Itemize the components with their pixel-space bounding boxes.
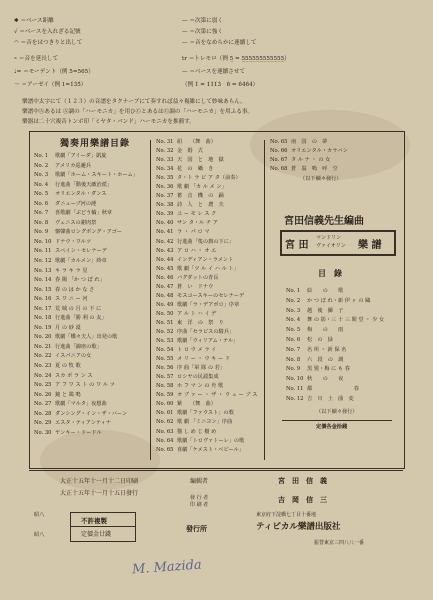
item-title: バグダットの青長: [177, 274, 219, 281]
item-title: 序 曲「軍 隊 の 若」: [177, 365, 226, 372]
handwritten-signature: M. Mazida: [131, 557, 203, 578]
item-number: No. 5: [286, 327, 301, 334]
item-number: No. 65: [156, 446, 174, 453]
item-title: 歌 劇 「ミニヨン」序曲: [177, 419, 233, 426]
miyata-list: [286, 287, 384, 405]
issuer-name: 吉 岡 信 三: [278, 495, 327, 504]
catalog-item: [34, 190, 138, 200]
issuer-label: 發 行 者 印 刷 者: [190, 495, 209, 508]
item-number: No. 29: [34, 420, 52, 427]
catalog-item: [286, 326, 384, 336]
item-number: No. 31: [156, 139, 174, 145]
item-number: No. 24: [34, 372, 52, 379]
item-title: 絵 の 歌: [307, 288, 344, 294]
item-title: 南 国 の 夢: [291, 139, 328, 145]
item-number: No. 57: [156, 374, 174, 381]
catalog-item: [270, 156, 348, 165]
catalog-item: [156, 256, 257, 265]
item-title: モスコースキーのセレナーデ: [177, 292, 245, 299]
catalog-item: [156, 201, 257, 210]
catalog-item: [156, 337, 257, 346]
editor-name: 宮 田 信 義: [278, 476, 327, 485]
catalog-item: [286, 356, 384, 366]
item-number: No. 52: [156, 328, 174, 335]
item-number: No. 1: [286, 288, 301, 294]
catalog-item: [34, 238, 138, 248]
catalog-item: [34, 381, 138, 391]
colophon-rule: [29, 470, 403, 471]
item-title: サン タ・ル チ ア: [177, 220, 218, 227]
catalog-item: [270, 138, 348, 147]
publisher-address: 東京府下淀橋七丁目十番地: [256, 512, 317, 518]
catalog-item: [156, 274, 257, 283]
item-number: No. 2: [34, 162, 49, 169]
legend-item: 𝄐 ＝音を延長して: [14, 56, 59, 62]
miyata-list-title: 目 錄: [318, 268, 342, 278]
copyright-box: [70, 512, 136, 542]
item-title: ドナウ・ワルツ: [55, 238, 92, 245]
item-number: No. 8: [286, 356, 301, 363]
catalog-item: [34, 152, 138, 162]
miyata-label-small-1: マンドリン: [316, 235, 342, 241]
catalog-item: [34, 267, 138, 277]
item-title: ア ル ト ハ イ デ: [177, 310, 217, 317]
catalog-item: [34, 228, 138, 238]
catalog-item: [156, 446, 257, 455]
item-title: インディアン・ラメント: [177, 256, 234, 263]
item-number: No. 67: [270, 157, 288, 164]
item-title: 喜劇「ケメスト・ベビール」: [177, 446, 244, 453]
item-title: 歌劇「アイーダ」凱旋: [55, 153, 107, 159]
catalog-item: [34, 333, 138, 343]
catalog-item: [156, 210, 257, 219]
catalog-footer: （以下續々發行）: [300, 176, 342, 182]
item-number: No. 68: [270, 166, 288, 173]
miyata-label-box: [280, 230, 396, 256]
item-title: 蒼 翁 嗚 呼 空: [291, 166, 338, 173]
catalog-item: [270, 147, 348, 156]
item-title: 春 陽 「か つ ぽ れ」: [55, 277, 105, 284]
item-title: 行進曲「錦座の歌」: [55, 343, 102, 350]
item-number: No. 23: [34, 363, 52, 370]
item-title: 東 洋 の 祭 り: [177, 319, 224, 326]
catalog-item: [34, 276, 138, 286]
item-number: No. 62: [156, 419, 174, 426]
item-number: No. 36: [156, 184, 174, 191]
item-number: No. 20: [34, 334, 52, 341]
copyright-text: 不許複製: [81, 517, 107, 525]
publisher-phone: 振替東京三四八八一番: [314, 540, 365, 546]
catalog-item: [286, 336, 384, 346]
catalog-item: [270, 165, 348, 174]
legend-item: （例 1̇ = 1̇1̇1̇3̇ 6̇ = 6̇4̇6̇4̇）: [182, 82, 259, 88]
item-number: No. 44: [156, 256, 174, 263]
item-number: No. 55: [156, 356, 174, 363]
catalog-item: [156, 409, 257, 418]
item-title: ユ ー モ レ ス ク: [177, 211, 217, 218]
item-title: 行進曲「勝 利 の 友」: [55, 315, 107, 322]
item-number: No. 9: [286, 366, 301, 373]
legend-item: — ＝次第に強く: [182, 29, 223, 35]
catalog-item: [156, 292, 257, 301]
catalog-item: [34, 295, 138, 305]
catalog-column-1: [34, 152, 138, 438]
item-number: No. 66: [270, 148, 288, 155]
item-number: No. 33: [156, 157, 174, 164]
item-title: 紐 （舞 曲）: [177, 139, 216, 145]
item-number: No. 30: [34, 429, 52, 436]
item-title: 歌劇「ファウスト」の歌: [177, 410, 234, 417]
item-title: ラ ・ パ ロ マ: [177, 229, 210, 236]
item-number: No. 28: [34, 410, 52, 417]
item-title: ス ワ ニ ー 河: [55, 296, 88, 303]
item-number: No. 42: [156, 238, 174, 245]
legend-item: √ ＝ベースを入れざる記號: [14, 29, 81, 35]
item-number: No. 25: [34, 382, 52, 389]
item-number: No. 60: [156, 401, 174, 408]
item-title: か つ ぼ れ・新 伊 ヶ の 鷗: [307, 297, 371, 304]
item-title: 歌劇「マルタ」夜想曲: [55, 401, 107, 408]
legend-item: ◠ ＝音をはつきりと出して: [14, 40, 83, 46]
side-mark: 昭八: [34, 512, 45, 518]
catalog-item: [156, 192, 257, 201]
item-number: No. 17: [34, 305, 52, 312]
catalog-item: [34, 343, 138, 353]
catalog-item: [34, 419, 138, 429]
item-title: キ ラ キ ラ 星: [55, 267, 88, 274]
catalog-item: [34, 219, 138, 229]
item-number: No. 34: [156, 166, 174, 173]
item-title: ロシヤの民謡集成: [177, 374, 219, 381]
catalog-item: [286, 375, 384, 385]
catalog-item: [34, 362, 138, 372]
item-number: No. 56: [156, 365, 174, 372]
item-title: オリエンタル・カラバン: [291, 148, 348, 155]
catalog-item: [34, 400, 138, 410]
catalog-item: [156, 165, 257, 174]
catalog-item: [156, 301, 257, 310]
item-number: No. 59: [156, 392, 174, 399]
catalog-item: [156, 247, 257, 256]
catalog-item: [34, 305, 138, 315]
catalog-item: [34, 257, 138, 267]
item-number: No. 9: [34, 229, 49, 236]
item-title: 天 国 と 地 獄: [177, 157, 224, 164]
item-title: エスタ・ティアンティナ: [55, 420, 112, 427]
printed-date: 大正十五年十一月十二日印刷: [60, 478, 139, 485]
item-number: No. 13: [34, 267, 52, 274]
catalog-item: [286, 365, 384, 375]
item-title: ト ロ ウ メ ラ イ: [177, 347, 217, 354]
item-title: 蒼 い ドナウ: [177, 283, 214, 290]
item-number: No. 12: [34, 258, 52, 265]
item-title: 行進曲「動後天敵治派」: [55, 181, 113, 188]
divider: [71, 526, 135, 527]
item-title: 蓄 音 機 の 踊: [177, 193, 224, 200]
catalog-item: [156, 364, 257, 373]
catalog-item: [156, 355, 257, 364]
catalog-item: [34, 171, 138, 181]
item-number: No. 14: [34, 277, 52, 284]
item-title: タ・ト ラ ビ ア タ（前奏）: [177, 175, 241, 182]
item-number: No. 6: [34, 200, 49, 207]
catalog-item: [286, 307, 384, 317]
catalog-item: [156, 147, 257, 156]
catalog-item: [34, 410, 138, 420]
item-title: 詩 人 と 農 夫: [177, 202, 224, 209]
catalog-title: 獨奏用樂譜目錄: [60, 139, 131, 149]
item-number: No. 49: [156, 301, 174, 308]
item-number: No. 47: [156, 283, 174, 290]
miyata-heading: 宮田信義先生編曲: [284, 216, 364, 227]
catalog-item: [286, 395, 384, 405]
item-number: No. 32: [156, 148, 174, 155]
item-title: 舞 の 影・三 十 三 間 堂 ・ 少 女: [307, 317, 385, 324]
note-line: 樂器は二十穴複音トンボ印「ミヤタ・バンド」ハーモニカを推薦す。: [22, 119, 195, 125]
catalog-item: [156, 428, 257, 437]
item-title: 歌劇「トロヴァトーレ」の歌: [177, 437, 245, 444]
item-number: No. 16: [34, 296, 52, 303]
catalog-item: [34, 324, 138, 334]
item-number: No. 5: [34, 191, 49, 198]
catalog-item: [34, 209, 138, 219]
item-title: 荒 城 の 月 の 下 に: [55, 305, 102, 312]
catalog-item: [34, 247, 138, 257]
price-text: 定價金廿錢: [81, 531, 112, 538]
editor-label: 編輯者: [190, 478, 209, 485]
publisher-name: ティピカル樂譜出版社: [256, 522, 341, 532]
item-title: タ ル ナ ・ の 女: [291, 157, 331, 164]
item-title: 都 春: [307, 385, 359, 392]
item-number: No. 15: [34, 286, 52, 293]
item-title: 秋 の 夜: [307, 376, 344, 383]
item-title: アメリカ巡邏兵: [55, 162, 91, 169]
catalog-item: [34, 352, 138, 362]
item-title: 序曲「セラビスの騎兵」: [177, 328, 235, 335]
catalog-item: [34, 429, 138, 439]
catalog-item: [156, 373, 257, 382]
item-title: 月 の 砂 漠: [55, 324, 81, 331]
item-title: スペイン・セレナーデ: [55, 248, 107, 255]
item-number: No. 6: [286, 336, 301, 343]
item-title: 名 所 ・ 新 保 名: [307, 346, 347, 353]
catalog-item: [34, 314, 138, 324]
item-title: 紫 （舞 曲）: [177, 401, 216, 408]
item-number: No. 10: [286, 376, 304, 383]
note-line: 樂譜中Ⓐあるは Ⓐ調の「ハーモニカ」を用ひⒸとあるはⒸ調の「ハーモニカ」を用ふる事。: [22, 109, 254, 115]
catalog-column-2: [156, 138, 257, 455]
item-number: No. 39: [156, 211, 174, 218]
item-number: No. 38: [156, 202, 174, 209]
item-number: No. 19: [34, 324, 52, 331]
item-title: ダンシング・イン・ザ・バーン: [55, 410, 128, 417]
item-number: No. 7: [286, 346, 301, 353]
item-title: 行進曲「隻の旗の下に」: [177, 238, 235, 245]
catalog-item: [34, 286, 138, 296]
issued-date: 大正十五年十一月十五日發行: [60, 490, 139, 497]
item-title: 春 の は か な さ: [55, 286, 95, 293]
item-title: 歌劇「ラ・デアポロ」序章: [177, 301, 240, 308]
item-number: No. 46: [156, 274, 174, 281]
item-title: 夏 の 牧 歌: [55, 363, 81, 370]
miyata-label-right: 樂 譜: [358, 240, 382, 251]
catalog-item: [156, 418, 257, 427]
catalog-item: [34, 391, 138, 401]
item-number: No. 27: [34, 401, 52, 408]
note-line: 樂譜中太字にて（１２３）の音譜をタクナーブにて奏すれば益々複雑にして妙味あらん。: [22, 99, 246, 105]
item-title: 金 婚 式: [177, 148, 203, 155]
catalog-item: [156, 219, 257, 228]
item-number: No. 65: [270, 139, 288, 145]
miyata-footer: （以下續々發行）: [316, 409, 358, 415]
catalog-column-3: [270, 138, 348, 174]
column-divider: [150, 140, 151, 460]
item-title: イスパニアの女: [55, 353, 92, 360]
item-title: 歌劇「カルメン」終章: [55, 258, 107, 265]
item-number: No. 3: [286, 307, 301, 314]
item-number: No. 50: [156, 310, 174, 317]
item-title: 懐韓曲ロングボング・アゴー: [55, 229, 122, 236]
legend-item: — ＝ベースを連續させて: [182, 69, 246, 75]
catalog-item: [156, 319, 257, 328]
item-number: No. 10: [34, 238, 52, 245]
item-number: No. 61: [156, 410, 174, 417]
catalog-item: [156, 283, 257, 292]
item-number: No. 4: [286, 317, 301, 324]
item-number: No. 21: [34, 343, 52, 350]
miyata-label-small-2: ヴァイオリン: [316, 243, 346, 249]
catalog-item: [156, 138, 257, 147]
item-title: 越 後 獅 子: [307, 307, 344, 314]
catalog-item: [156, 346, 257, 355]
legend-item: — ＝次第に弱く: [182, 18, 223, 24]
item-title: 黒 髪・梅 に も 春: [307, 366, 350, 373]
item-title: メ リ ー ・ ウ キ ー ド: [177, 356, 231, 363]
item-title: 歌劇「ウィリアム・テル」: [177, 338, 239, 345]
item-title: ア ロ ハ ・ オ エ: [177, 247, 217, 254]
item-number: No. 26: [34, 391, 52, 398]
item-number: No. 45: [156, 265, 174, 272]
item-title: 歌 劇「ツ ル イ ハ ル ト」: [177, 265, 239, 272]
item-title: オ ブ ァ ー ・ ザ ・ ウ ェ ー ブ ス: [177, 392, 258, 399]
item-number: No. 54: [156, 347, 174, 354]
catalog-item: [286, 346, 384, 356]
item-number: No. 58: [156, 383, 174, 390]
item-title: 松 の 緑: [307, 336, 333, 343]
catalog-item: [34, 162, 138, 172]
catalog-item: [156, 391, 257, 400]
item-number: No. 41: [156, 229, 174, 236]
catalog-item: [286, 287, 384, 297]
catalog-item: [156, 382, 257, 391]
legend-item: 〜 ＝アーゼイ（例 1=1̇3̇5̇）: [14, 82, 87, 88]
item-title: オリエンタル・ダンス: [55, 191, 107, 198]
item-title: ヴェニスの謝肉祭: [55, 219, 97, 226]
item-number: No. 40: [156, 220, 174, 227]
legend-item: — ＝音をなめらかに連續して: [182, 40, 257, 46]
catalog-item: [156, 174, 257, 183]
item-title: 喜歌劇「ぶどう輪」秋章: [55, 210, 113, 217]
item-number: No. 22: [34, 353, 52, 360]
item-title: ヤンキー・ドードル: [55, 429, 102, 436]
item-number: No. 11: [286, 385, 304, 392]
miyata-sale: 定價各金拾錢: [316, 424, 348, 430]
miyata-label-left: 宮 田: [285, 240, 309, 251]
item-number: No. 11: [34, 248, 52, 255]
item-title: ホ フ マ ン の 舟 歌: [177, 383, 224, 390]
item-number: No. 7: [34, 210, 49, 217]
item-title: 猫 し め じ 樹 め: [177, 428, 217, 435]
item-title: スカ ボ ラ ン ス: [55, 372, 93, 379]
item-number: No. 12: [286, 395, 304, 402]
catalog-item: [156, 183, 257, 192]
catalog-item: [156, 265, 257, 274]
catalog-item: [156, 156, 257, 165]
item-title: 歌 劇 「カ ル メ ン」: [177, 184, 227, 191]
item-title: 歌劇「ホーム・スキート・ホーム」: [55, 172, 139, 179]
item-number: No. 3: [34, 172, 49, 179]
catalog-item: [156, 400, 257, 409]
item-number: No. 63: [156, 428, 174, 435]
item-number: No. 4: [34, 181, 49, 188]
item-number: No. 53: [156, 338, 174, 345]
catalog-item: [286, 316, 384, 326]
item-title: ダニューブ河の漣: [55, 200, 97, 207]
catalog-item: [156, 328, 257, 337]
legend-item: ♩= ＝モーデント（例 5=565）: [14, 69, 94, 75]
catalog-item: [156, 310, 257, 319]
catalog-item: [156, 238, 257, 247]
side-mark: 昭八: [34, 532, 45, 538]
item-number: No. 8: [34, 219, 49, 226]
item-number: No. 48: [156, 292, 174, 299]
catalog-item: [286, 297, 384, 307]
catalog-item: [34, 181, 138, 191]
item-title: 花 の 囁 き: [177, 166, 214, 173]
item-number: No. 2: [286, 297, 301, 304]
item-number: No. 1: [34, 153, 49, 159]
item-number: No. 43: [156, 247, 174, 254]
item-number: No. 37: [156, 193, 174, 200]
column-divider: [264, 140, 265, 460]
divider: [282, 420, 392, 421]
catalog-item: [34, 372, 138, 382]
catalog-item: [286, 385, 384, 395]
item-title: 六 段 の 調: [307, 356, 344, 363]
catalog-item: [34, 200, 138, 210]
item-title: 梅 の 雨: [307, 327, 344, 334]
item-number: No. 51: [156, 319, 174, 326]
catalog-item: [156, 228, 257, 237]
item-title: 吉 川 土 曲 変: [307, 395, 354, 402]
publisher-label: 發行所: [186, 524, 207, 533]
legend-item: tr ＝トレモロ（例 5̲ = 5̲5̲5̲5̲5̲5̲5̲5̲5̲5̲5̲5̲）: [182, 56, 290, 62]
item-title: ア フ ワ ス ト の ワ ル ツ: [55, 382, 115, 389]
catalog-item: [156, 437, 257, 446]
legend-item: ✱ ＝ベース距離: [14, 18, 54, 24]
item-number: No. 35: [156, 175, 174, 182]
item-number: No. 64: [156, 437, 174, 444]
item-number: No. 18: [34, 315, 52, 322]
item-title: 歌劇「蝶々夫人」出発の歌: [55, 334, 118, 341]
item-title: 鐘 と 鶏 鳴: [55, 391, 81, 398]
